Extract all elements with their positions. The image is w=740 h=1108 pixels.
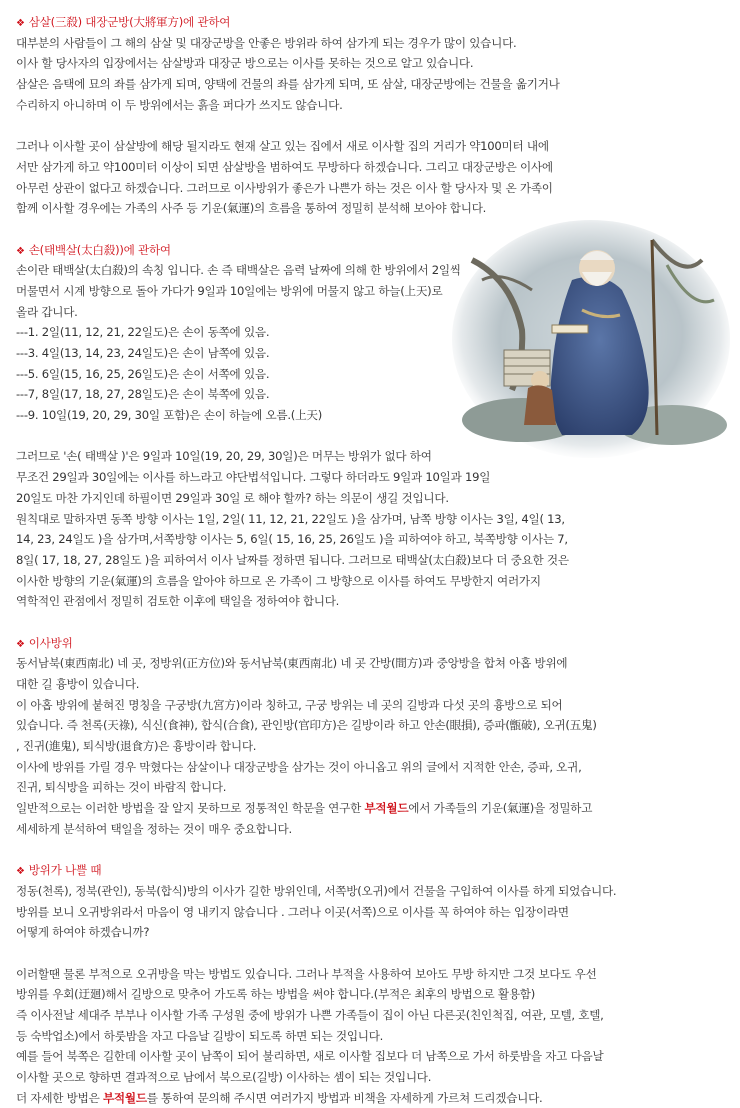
brand-link[interactable]: 부적월드 <box>364 801 409 816</box>
paragraph-line: 그러나 이사할 곳이 삼살방에 해당 될지라도 현재 살고 있는 집에서 새로 이사할 집의 거리가 약100미터 내에 <box>16 139 549 154</box>
paragraph-line: 대부분의 사람들이 그 해의 삼살 및 대장군방을 안좋은 방위라 하여 삼가게 되는 경우가 많이 있습니다. <box>16 35 517 50</box>
paragraph-line: 함께 이사할 경우에는 가족의 사주 등 기운(氣運)의 흐름을 통하여 정밀히 분석해 보아야 합니다. <box>16 201 487 216</box>
list-item: ---3. 4일(13, 14, 23, 24일도)은 손이 남쪽에 있음. <box>16 346 270 360</box>
paragraph-line: 무조건 29일과 30일에는 이사를 하느라고 야단법석입니다. 그렇다 하더라도 9일과 10일과 19일 <box>16 470 491 485</box>
spacer <box>16 115 732 136</box>
paragraph-line: 올라 갑니다. <box>16 304 78 319</box>
diamond-bullet-icon: ❖ <box>16 638 25 650</box>
paragraph-line: 삼살은 음택에 묘의 좌를 삼가게 되며, 양택에 건물의 좌를 삼가게 되며, 또 삼살, 대장군방에는 건물을 옮기거나 <box>16 77 560 92</box>
paragraph-line: 예를 들어 북쪽은 길한데 이사할 곳이 남쪽이 되어 불리하면, 새로 이사할 집보다 더 남쪽으로 가서 하룻밤을 자고 다음날 <box>16 1049 604 1064</box>
paragraph-line: 있습니다. 즉 천록(天祿), 식신(食神), 합식(合食), 관인방(官印方)은 길방이라 하고 안손(眼損), 증파(甑破), 오귀(五鬼) <box>16 718 597 733</box>
paragraph-line: 방위를 우회(迂廻)해서 길방으로 맞추어 가도록 하는 방법을 써야 합니다.(부적은 최후의 방법으로 활용함) <box>16 987 535 1002</box>
paragraph-line: 8일( 17, 18, 27, 28일도 )을 피하여서 이사 날짜를 정하면 됩니다. 그러므로 태백살(太白殺)보다 더 중요한 것은 <box>16 552 569 567</box>
diamond-bullet-icon: ❖ <box>16 245 25 257</box>
paragraph-line: 이사 할 당사자의 입장에서는 삼살방과 대장군 방으로는 이사를 못하는 것으로 알고 있습니다. <box>16 56 474 71</box>
diamond-bullet-icon: ❖ <box>16 866 25 878</box>
paragraph-line: 이사할 곳으로 향하면 결과적으로 남에서 북으로(길방) 이사하는 셈이 되는 것입니다. <box>16 1070 432 1085</box>
paragraph-line: 일반적으로는 이러한 방법을 잘 알지 못하므로 정통적인 학문을 연구한 부적월드에서 가족들의 기운(氣運)을 정밀하고 <box>16 801 593 816</box>
list-item: ---9. 10일(19, 20, 29, 30일 포함)은 손이 하늘에 오름.(上天) <box>16 408 323 423</box>
brand-link[interactable]: 부적월드 <box>102 1090 147 1105</box>
section-heading-direction: ❖ 이사방위 <box>16 635 73 650</box>
paragraph-line: 정동(천록), 정북(관인), 동북(합식)방의 이사가 길한 방위인데, 서쪽방(오귀)에서 건물을 구입하여 이사를 하게 되었습니다. <box>16 883 617 898</box>
document-body <box>16 12 732 1108</box>
paragraph-line: 머물면서 시계 방향으로 돌아 가다가 9일과 10일에는 방위에 머물지 않고 하늘(上天)로 <box>16 283 443 298</box>
spacer <box>16 219 732 240</box>
paragraph-line: 손이란 태백살(太白殺)의 속칭 입니다. 손 즉 태백살은 음력 날짜에 의해 한 방위에서 2일씩 <box>16 263 461 278</box>
paragraph-line: 즉 이사전날 세대주 부부나 이사할 가족 구성원 중에 방위가 나쁜 가족들이 집이 아닌 다른곳(친인척집, 여관, 모텔, 호텔, <box>16 1008 604 1022</box>
paragraph-line: 역학적인 관점에서 정밀히 검토한 이후에 택일을 정하여야 합니다. <box>16 594 340 609</box>
section-heading-samsal: ❖ 삼살(三殺) 대장군방(大將軍方)에 관하여 <box>16 15 231 29</box>
section-heading-son: ❖ 손(태백살(太白殺))에 관하여 <box>16 242 171 257</box>
diamond-bullet-icon: ❖ <box>16 18 25 29</box>
paragraph-line: 20일도 마찬 가지인데 하필이면 29일과 30일 로 해야 할까? 하는 의문이 생길 것입니다. <box>16 490 449 505</box>
list-item: ---5. 6일(15, 16, 25, 26일도)은 손이 서쪽에 있음. <box>16 366 270 381</box>
paragraph-line: 수리하지 아니하며 이 두 방위에서는 흙을 퍼다가 쓰지도 않습니다. <box>16 97 343 112</box>
spacer <box>16 943 732 964</box>
list-item: ---7, 8일(17, 18, 27, 28일도)은 손이 북쪽에 있음. <box>16 387 270 402</box>
paragraph-line: 아무런 상관이 없다고 하겠습니다. 그러므로 이사방위가 좋은가 나쁜가 하는 것은 이사 할 당사자 및 온 가족이 <box>16 180 553 195</box>
spacer <box>16 612 732 633</box>
paragraph-line: 동서남북(東西南北) 네 곳, 정방위(正方位)와 동서남북(東西南北) 네 곳 간방(間方)과 중앙방을 합쳐 아홉 방위에 <box>16 656 568 671</box>
paragraph-line: 그러므로 '손( 태백살 )'은 9일과 10일(19, 20, 29, 30일)은 머무는 방위가 없다 하여 <box>16 449 432 464</box>
paragraph-line: 이사에 방위를 가릴 경우 막혔다는 삼살이나 대장군방을 삼가는 것이 아니옵고 위의 글에서 지적한 안손, 증파, 오귀, <box>16 759 582 774</box>
paragraph-line: 이 아홉 방위에 붙혀진 명칭을 구궁방(九宮方)이라 칭하고, 구궁 방위는 네 곳의 길방과 다섯 곳의 흉방으로 되어 <box>16 697 563 712</box>
paragraph-line: 등 숙박업소)에서 하룻밤을 자고 다음날 길방이 되도록 하면 되는 것입니다. <box>16 1028 384 1043</box>
paragraph-line: , 진귀(進鬼), 퇴식방(退食方)은 흉방이라 합니다. <box>16 739 257 754</box>
paragraph-line: 세세하게 분석하여 택일을 정하는 것이 매우 중요합니다. <box>16 821 292 836</box>
paragraph-line: 14, 23, 24일도 )을 삼가며,서쪽방향 이사는 5, 6일( 15, 16, 25, 26일도 )을 피하여야 하고, 북쪽방향 이사는 7, <box>16 532 568 547</box>
paragraph-line: 진귀, 퇴식방을 피하는 것이 바람직 합니다. <box>16 780 227 795</box>
list-item: ---1. 2일(11, 12, 21, 22일도)은 손이 동쪽에 있음. <box>16 325 270 340</box>
spacer <box>16 840 732 861</box>
paragraph-line: 더 자세한 방법은 부적월드를 통하여 문의해 주시면 여러가지 방법과 비책을 자세하게 가르쳐 드리겠습니다. <box>16 1090 543 1105</box>
paragraph-line: 원칙대로 말하자면 동쪽 방향 이사는 1일, 2일( 11, 12, 21, 22일도 )을 삼가며, 남쪽 방향 이사는 3일, 4일( 13, <box>16 511 565 526</box>
paragraph-line: 이사한 방향의 기운(氣運)의 흐름을 알아야 하므로 온 가족이 그 방향으로 이사를 하여도 무방한지 여러가지 <box>16 573 541 588</box>
paragraph-line: 이러할땐 물론 부적으로 오귀방을 막는 방법도 있습니다. 그러나 부적을 사용하여 보아도 무방 하지만 그것 보다도 우선 <box>16 966 597 981</box>
paragraph-line: 대한 길 흉방이 있습니다. <box>16 677 140 691</box>
paragraph-line: 방위를 보니 오귀방위라서 마음이 영 내키지 않습니다 . 그러나 이곳(서쪽)으로 이사를 꼭 하여야 하는 입장이라면 <box>16 904 569 919</box>
paragraph-line: 어떻게 하여야 하겠습니까? <box>16 925 150 940</box>
section-heading-bad-direction: ❖ 방위가 나쁠 때 <box>16 863 102 878</box>
spacer <box>16 426 732 447</box>
paragraph-line: 서만 삼가게 하고 약100미터 이상이 되면 삼살방을 범하여도 무방하다 하겠습니다. 그리고 대장군방은 이사에 <box>16 159 553 174</box>
